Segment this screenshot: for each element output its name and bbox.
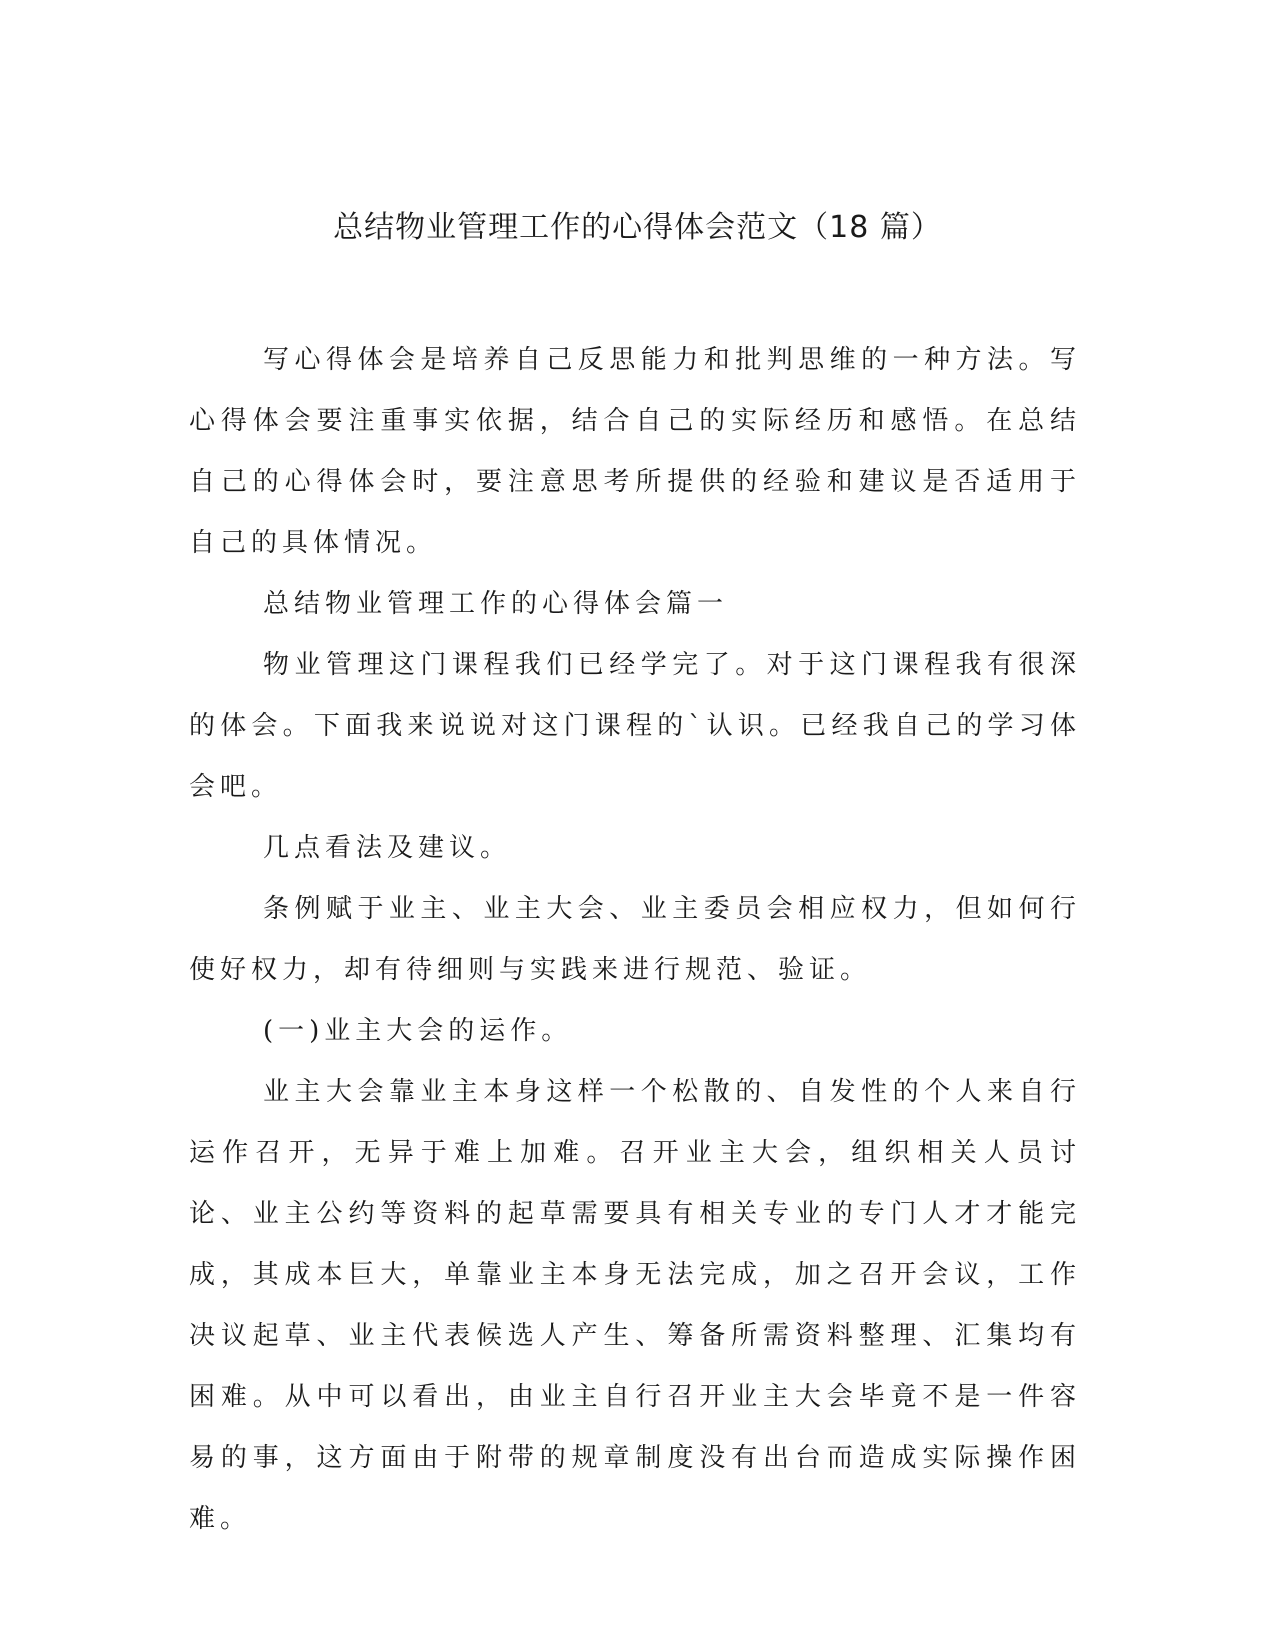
paragraph-suggestions-heading: 几点看法及建议。	[263, 833, 512, 863]
paragraph-rights: 条例赋于业主、业主大会、业主委员会相应权力，但如何行使好权力，却有待细则与实践来进行规范、验证。	[189, 894, 1081, 985]
paragraph-owners-meeting: 业主大会靠业主本身这样一个松散的、自发性的个人来自行运作召开，无异于难上加难。召开业主大会，组织相关人员讨论、业主公约等资料的起草需要具有相关专业的专门人才才能完成，其成本巨大，单靠业主本身无法完成，加之召开会议，工作决议起草、业主代表候选人产生、筹备所需资料整理、汇集均有困难。从中可以看出，由业主自行召开业主大会毕竟不是一件容易的事，这方面由于附带的规章制度没有出台而造成实际操作困难。	[189, 1077, 1081, 1534]
paragraph-intro: 写心得体会是培养自己反思能力和批判思维的一种方法。写心得体会要注重事实依据，结合自己的实际经历和感悟。在总结自己的心得体会时，要注意思考所提供的经验和建议是否适用于自己的具体情况。	[189, 345, 1081, 558]
section-heading: 总结物业管理工作的心得体会篇一	[263, 589, 729, 619]
subheading-owners-meeting: (一)业主大会的运作。	[263, 1016, 573, 1046]
document-body	[189, 330, 1081, 1550]
paragraph-course: 物业管理这门课程我们已经学完了。对于这门课程我有很深的体会。下面我来说说对这门课程的`认识。已经我自己的学习体会吧。	[189, 650, 1081, 802]
document-title: 总结物业管理工作的心得体会范文（18 篇）	[333, 210, 942, 245]
